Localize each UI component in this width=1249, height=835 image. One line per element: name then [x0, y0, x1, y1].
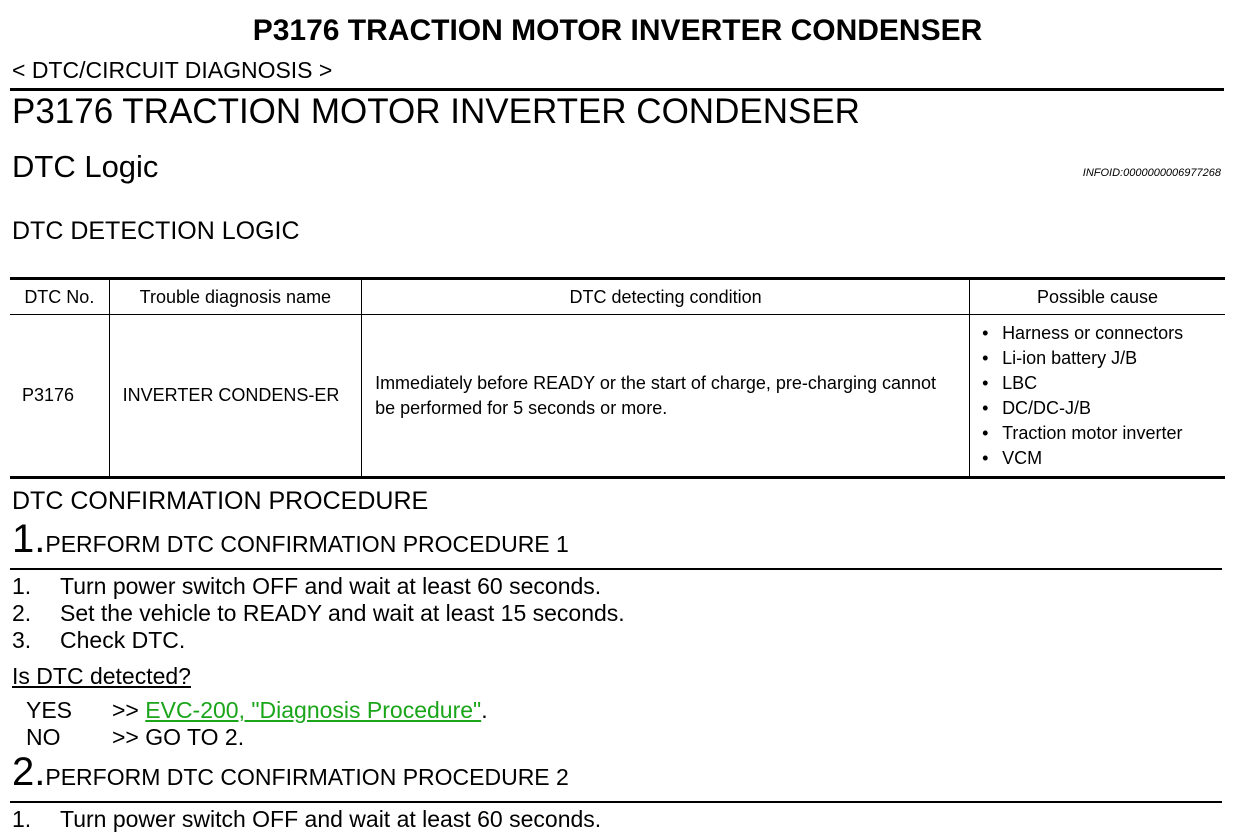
diagnosis-procedure-link[interactable]: EVC-200, "Diagnosis Procedure": [145, 697, 482, 723]
answer-no: [26, 724, 488, 751]
column-header-diagnosis-name: Trouble diagnosis name: [109, 279, 361, 315]
step-1-heading: [12, 519, 569, 559]
table-row: [10, 315, 1225, 478]
step-2-heading: [12, 752, 569, 792]
list-item: • DC/DC-J/B: [982, 397, 1092, 418]
step-1-divider: [10, 568, 1222, 570]
step-number: 1.: [12, 517, 46, 561]
breadcrumb: < DTC/CIRCUIT DIAGNOSIS >: [12, 57, 333, 83]
cause-text: DC/DC-J/B: [1002, 397, 1092, 418]
page-header-title: P3176 TRACTION MOTOR INVERTER CONDENSER: [252, 14, 983, 47]
step-title: PERFORM DTC CONFIRMATION PROCEDURE 2: [45, 764, 569, 790]
list-item: 2. Set the vehicle to READY and wait at least 15 seconds.: [12, 600, 625, 626]
cause-text: LBC: [1002, 372, 1038, 393]
column-header-possible-cause: Possible cause: [970, 279, 1225, 315]
possible-cause-cell: [970, 315, 1225, 478]
section-title: DTC Logic: [12, 149, 159, 184]
possible-cause-list: [970, 321, 1225, 471]
answer-text: >> GO TO 2.: [112, 724, 245, 750]
step-1-instructions: [12, 573, 625, 654]
list-item: 1. Turn power switch OFF and wait at least 60 seconds.: [12, 573, 602, 599]
table-header-row: [10, 279, 1225, 315]
info-id: INFOID:0000000006977268: [1082, 167, 1221, 179]
detection-logic-title: DTC DETECTION LOGIC: [12, 217, 300, 245]
cause-text: Traction motor inverter: [1002, 422, 1183, 443]
dtc-detection-table: [10, 277, 1225, 479]
confirmation-procedure-title: DTC CONFIRMATION PROCEDURE: [12, 487, 429, 515]
cause-text: Li-ion battery J/B: [1002, 347, 1138, 368]
detecting-condition: Immediately before READY or the start of charge, pre-charging cannot be performed for 5 seconds or more.: [362, 315, 970, 478]
step-number: 2.: [12, 750, 46, 794]
diagnosis-name: INVERTER CONDENS-ER: [109, 315, 361, 478]
column-header-dtc-no: DTC No.: [10, 279, 109, 315]
cause-text: VCM: [1002, 447, 1043, 468]
answer-yes: YES >> EVC-200, "Diagnosis Procedure".: [26, 697, 488, 723]
list-item: • LBC: [982, 372, 1038, 393]
step-2-divider: [10, 801, 1222, 803]
cause-text: Harness or connectors: [1002, 322, 1184, 343]
header-divider: [10, 88, 1224, 91]
dtc-code: P3176: [10, 315, 109, 478]
column-header-detecting-condition: DTC detecting condition: [362, 279, 970, 315]
step-title: PERFORM DTC CONFIRMATION PROCEDURE 1: [45, 531, 569, 557]
list-item: • Li-ion battery J/B: [982, 347, 1138, 368]
step-2-instructions: [12, 806, 601, 833]
list-item: • Harness or connectors: [982, 322, 1184, 343]
list-item: 1. Turn power switch OFF and wait at least 60 seconds.: [12, 806, 602, 832]
answer-label: YES: [26, 697, 73, 723]
main-title: P3176 TRACTION MOTOR INVERTER CONDENSER: [12, 92, 860, 131]
list-item: • VCM: [982, 447, 1043, 468]
answers: [26, 697, 488, 751]
question-is-dtc-detected: Is DTC detected?: [12, 663, 191, 689]
list-item: • Traction motor inverter: [982, 422, 1183, 443]
list-item: 3. Check DTC.: [12, 627, 186, 653]
answer-label: NO: [26, 724, 61, 750]
